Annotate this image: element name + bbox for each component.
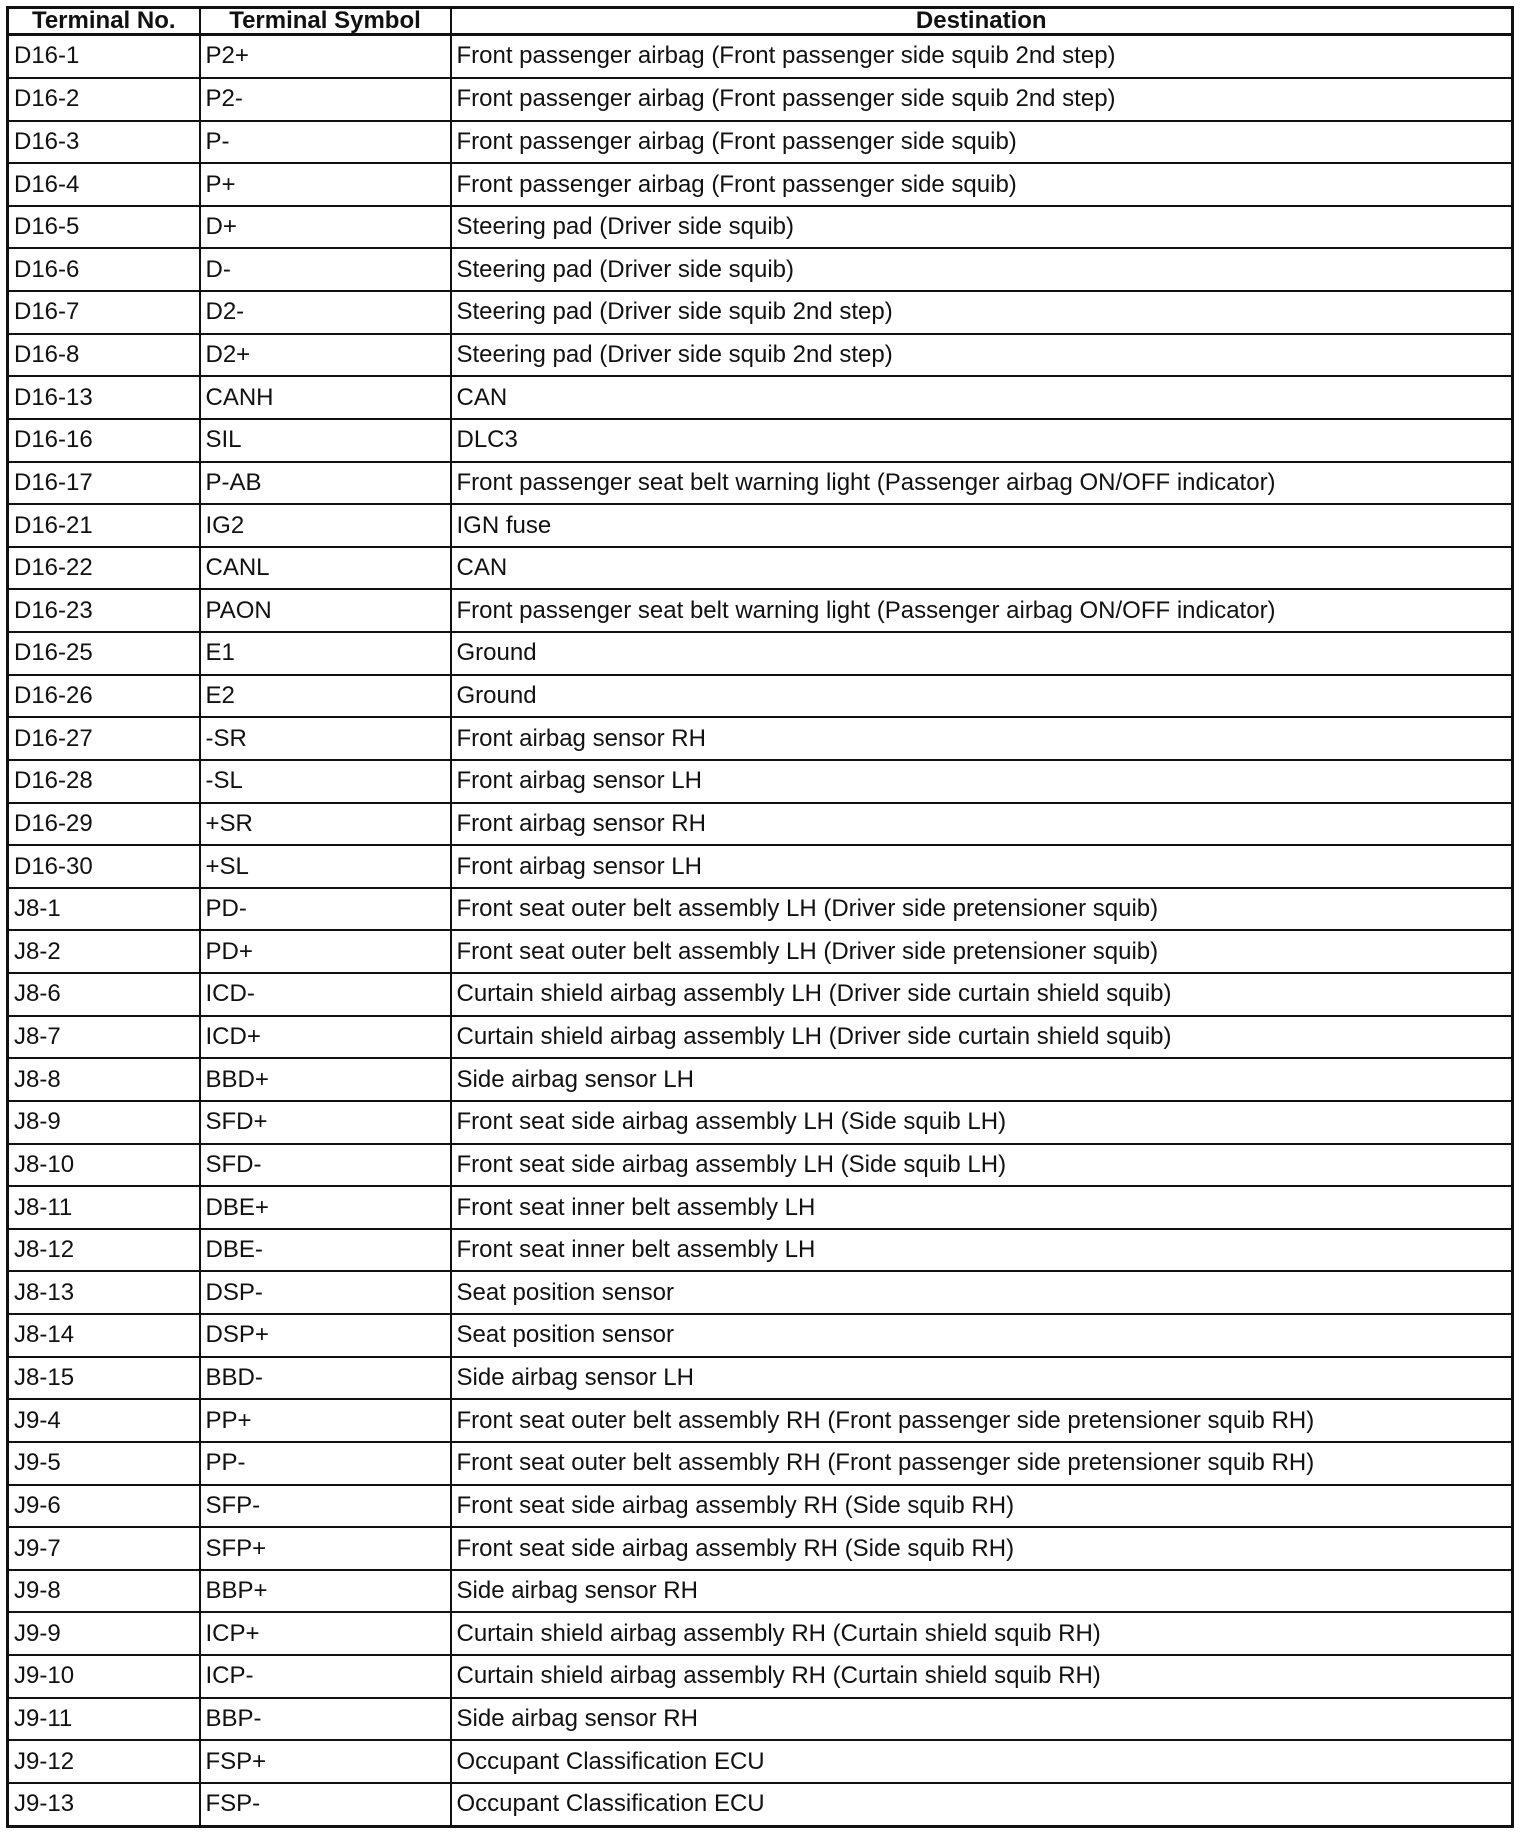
cell-destination: Front seat side airbag assembly RH (Side squib RH)	[451, 1485, 1513, 1528]
table-row	[8, 291, 1513, 334]
cell-destination: Front passenger airbag (Front passenger side squib)	[451, 121, 1513, 164]
table-row	[8, 1485, 1513, 1528]
cell-destination: Front seat inner belt assembly LH	[451, 1229, 1513, 1272]
cell-terminal-symbol: PP+	[200, 1399, 451, 1442]
cell-destination: IGN fuse	[451, 504, 1513, 547]
cell-destination: Front airbag sensor RH	[451, 803, 1513, 846]
cell-destination: Front airbag sensor RH	[451, 717, 1513, 760]
cell-destination: Steering pad (Driver side squib)	[451, 248, 1513, 291]
cell-terminal-no: D16-25	[8, 632, 200, 675]
cell-destination: Front passenger airbag (Front passenger side squib 2nd step)	[451, 35, 1513, 78]
cell-terminal-no: J9-5	[8, 1442, 200, 1485]
cell-terminal-symbol: E1	[200, 632, 451, 675]
cell-destination: Front seat outer belt assembly RH (Front passenger side pretensioner squib RH)	[451, 1442, 1513, 1485]
cell-terminal-symbol: D-	[200, 248, 451, 291]
table-row	[8, 1101, 1513, 1144]
cell-terminal-no: D16-13	[8, 376, 200, 419]
table-row	[8, 1740, 1513, 1783]
cell-destination: Front seat side airbag assembly RH (Side squib RH)	[451, 1527, 1513, 1570]
table-row	[8, 334, 1513, 377]
cell-terminal-symbol: DBE+	[200, 1186, 451, 1229]
table-row	[8, 248, 1513, 291]
table-row	[8, 163, 1513, 206]
cell-terminal-symbol: BBP+	[200, 1570, 451, 1613]
table-row	[8, 1357, 1513, 1400]
cell-destination: Steering pad (Driver side squib)	[451, 206, 1513, 249]
cell-terminal-no: J8-2	[8, 930, 200, 973]
table-row	[8, 78, 1513, 121]
cell-terminal-no: J8-1	[8, 888, 200, 931]
table-row	[8, 1314, 1513, 1357]
cell-terminal-no: D16-16	[8, 419, 200, 462]
cell-terminal-no: D16-21	[8, 504, 200, 547]
cell-destination: Front seat inner belt assembly LH	[451, 1186, 1513, 1229]
cell-terminal-symbol: ICP-	[200, 1655, 451, 1698]
cell-terminal-no: J9-10	[8, 1655, 200, 1698]
table-row	[8, 1698, 1513, 1741]
cell-terminal-symbol: CANH	[200, 376, 451, 419]
cell-destination: Curtain shield airbag assembly LH (Driver side curtain shield squib)	[451, 1016, 1513, 1059]
cell-terminal-symbol: -SL	[200, 760, 451, 803]
table-row	[8, 1186, 1513, 1229]
header-terminal-no: Terminal No.	[8, 8, 200, 35]
cell-destination: Front airbag sensor LH	[451, 845, 1513, 888]
table-row	[8, 1527, 1513, 1570]
cell-terminal-no: D16-27	[8, 717, 200, 760]
cell-terminal-no: J9-13	[8, 1783, 200, 1827]
cell-terminal-symbol: BBP-	[200, 1698, 451, 1741]
cell-terminal-symbol: P2+	[200, 35, 451, 78]
table-header	[8, 8, 1513, 35]
cell-terminal-symbol: SFD-	[200, 1144, 451, 1187]
cell-terminal-no: D16-5	[8, 206, 200, 249]
table-row	[8, 1058, 1513, 1101]
cell-terminal-no: J9-7	[8, 1527, 200, 1570]
cell-terminal-symbol: D2+	[200, 334, 451, 377]
cell-terminal-symbol: DBE-	[200, 1229, 451, 1272]
cell-destination: Front passenger airbag (Front passenger side squib)	[451, 163, 1513, 206]
cell-terminal-symbol: ICP+	[200, 1612, 451, 1655]
header-row	[8, 8, 1513, 35]
cell-terminal-no: J8-12	[8, 1229, 200, 1272]
cell-destination: Curtain shield airbag assembly RH (Curtain shield squib RH)	[451, 1655, 1513, 1698]
cell-terminal-no: J9-8	[8, 1570, 200, 1613]
cell-destination: Front airbag sensor LH	[451, 760, 1513, 803]
cell-destination: Seat position sensor	[451, 1314, 1513, 1357]
cell-destination: Side airbag sensor RH	[451, 1698, 1513, 1741]
table-row	[8, 632, 1513, 675]
table-row	[8, 973, 1513, 1016]
cell-terminal-symbol: PAON	[200, 589, 451, 632]
cell-destination: Steering pad (Driver side squib 2nd step)	[451, 291, 1513, 334]
cell-terminal-symbol: SFD+	[200, 1101, 451, 1144]
cell-destination: Front passenger seat belt warning light (Passenger airbag ON/OFF indicator)	[451, 462, 1513, 505]
cell-destination: Curtain shield airbag assembly RH (Curtain shield squib RH)	[451, 1612, 1513, 1655]
table-row	[8, 1229, 1513, 1272]
cell-destination: Side airbag sensor RH	[451, 1570, 1513, 1613]
cell-destination: Ground	[451, 675, 1513, 718]
cell-terminal-symbol: E2	[200, 675, 451, 718]
terminal-table	[6, 6, 1514, 1828]
cell-destination: Curtain shield airbag assembly LH (Driver side curtain shield squib)	[451, 973, 1513, 1016]
cell-terminal-no: D16-8	[8, 334, 200, 377]
cell-terminal-symbol: -SR	[200, 717, 451, 760]
table-row	[8, 1783, 1513, 1827]
cell-terminal-no: J8-8	[8, 1058, 200, 1101]
table-row	[8, 1144, 1513, 1187]
cell-terminal-no: D16-23	[8, 589, 200, 632]
cell-terminal-symbol: P-	[200, 121, 451, 164]
table-row	[8, 1016, 1513, 1059]
table-row	[8, 803, 1513, 846]
cell-terminal-no: D16-2	[8, 78, 200, 121]
table-row	[8, 717, 1513, 760]
table-row	[8, 888, 1513, 931]
cell-terminal-no: D16-3	[8, 121, 200, 164]
cell-terminal-symbol: BBD+	[200, 1058, 451, 1101]
cell-terminal-no: J8-14	[8, 1314, 200, 1357]
table-row	[8, 1570, 1513, 1613]
cell-terminal-symbol: IG2	[200, 504, 451, 547]
cell-terminal-symbol: CANL	[200, 547, 451, 590]
table-row	[8, 547, 1513, 590]
table-row	[8, 376, 1513, 419]
table-row	[8, 845, 1513, 888]
cell-destination: Front seat outer belt assembly LH (Driver side pretensioner squib)	[451, 888, 1513, 931]
cell-destination: Occupant Classification ECU	[451, 1783, 1513, 1827]
cell-terminal-no: J9-11	[8, 1698, 200, 1741]
cell-terminal-symbol: PD-	[200, 888, 451, 931]
cell-terminal-no: D16-6	[8, 248, 200, 291]
table-row	[8, 35, 1513, 78]
cell-terminal-no: J9-6	[8, 1485, 200, 1528]
table-row	[8, 206, 1513, 249]
cell-terminal-no: D16-17	[8, 462, 200, 505]
cell-terminal-no: D16-28	[8, 760, 200, 803]
cell-terminal-no: D16-7	[8, 291, 200, 334]
table-row	[8, 760, 1513, 803]
cell-destination: Steering pad (Driver side squib 2nd step)	[451, 334, 1513, 377]
cell-terminal-symbol: PD+	[200, 930, 451, 973]
table-row	[8, 675, 1513, 718]
table-row	[8, 1655, 1513, 1698]
cell-terminal-no: D16-26	[8, 675, 200, 718]
cell-terminal-symbol: ICD-	[200, 973, 451, 1016]
cell-terminal-no: D16-22	[8, 547, 200, 590]
cell-terminal-no: D16-29	[8, 803, 200, 846]
cell-destination: Front seat outer belt assembly LH (Driver side pretensioner squib)	[451, 930, 1513, 973]
table-row	[8, 1442, 1513, 1485]
cell-terminal-no: J9-9	[8, 1612, 200, 1655]
cell-terminal-symbol: ICD+	[200, 1016, 451, 1059]
cell-terminal-symbol: D2-	[200, 291, 451, 334]
table-row	[8, 1399, 1513, 1442]
cell-terminal-no: J8-7	[8, 1016, 200, 1059]
table-row	[8, 1271, 1513, 1314]
table-row	[8, 419, 1513, 462]
table-row	[8, 589, 1513, 632]
table-row	[8, 1612, 1513, 1655]
cell-terminal-symbol: P2-	[200, 78, 451, 121]
cell-terminal-no: J9-4	[8, 1399, 200, 1442]
cell-terminal-no: D16-30	[8, 845, 200, 888]
cell-destination: Front seat outer belt assembly RH (Front passenger side pretensioner squib RH)	[451, 1399, 1513, 1442]
cell-destination: Front passenger airbag (Front passenger side squib 2nd step)	[451, 78, 1513, 121]
cell-terminal-symbol: PP-	[200, 1442, 451, 1485]
header-destination: Destination	[451, 8, 1513, 35]
cell-terminal-no: J8-11	[8, 1186, 200, 1229]
cell-terminal-symbol: P-AB	[200, 462, 451, 505]
cell-destination: DLC3	[451, 419, 1513, 462]
cell-destination: Front seat side airbag assembly LH (Side squib LH)	[451, 1144, 1513, 1187]
table-row	[8, 930, 1513, 973]
cell-destination: Side airbag sensor LH	[451, 1058, 1513, 1101]
cell-destination: CAN	[451, 547, 1513, 590]
header-terminal-symbol: Terminal Symbol	[200, 8, 451, 35]
cell-terminal-symbol: SIL	[200, 419, 451, 462]
cell-terminal-no: D16-1	[8, 35, 200, 78]
cell-terminal-no: J8-9	[8, 1101, 200, 1144]
cell-terminal-no: J8-10	[8, 1144, 200, 1187]
table-row	[8, 121, 1513, 164]
cell-destination: Front passenger seat belt warning light (Passenger airbag ON/OFF indicator)	[451, 589, 1513, 632]
cell-destination: Ground	[451, 632, 1513, 675]
cell-terminal-symbol: SFP+	[200, 1527, 451, 1570]
cell-terminal-symbol: DSP-	[200, 1271, 451, 1314]
cell-destination: Occupant Classification ECU	[451, 1740, 1513, 1783]
cell-terminal-symbol: FSP-	[200, 1783, 451, 1827]
cell-destination: Seat position sensor	[451, 1271, 1513, 1314]
cell-terminal-symbol: SFP-	[200, 1485, 451, 1528]
cell-terminal-symbol: FSP+	[200, 1740, 451, 1783]
table-body	[8, 35, 1513, 1827]
cell-terminal-symbol: P+	[200, 163, 451, 206]
cell-terminal-symbol: +SL	[200, 845, 451, 888]
cell-terminal-symbol: BBD-	[200, 1357, 451, 1400]
cell-terminal-symbol: DSP+	[200, 1314, 451, 1357]
cell-terminal-no: J8-15	[8, 1357, 200, 1400]
cell-terminal-no: J8-6	[8, 973, 200, 1016]
cell-destination: Side airbag sensor LH	[451, 1357, 1513, 1400]
cell-terminal-no: J8-13	[8, 1271, 200, 1314]
cell-destination: CAN	[451, 376, 1513, 419]
cell-destination: Front seat side airbag assembly LH (Side squib LH)	[451, 1101, 1513, 1144]
cell-terminal-no: D16-4	[8, 163, 200, 206]
cell-terminal-no: J9-12	[8, 1740, 200, 1783]
table-row	[8, 504, 1513, 547]
cell-terminal-symbol: D+	[200, 206, 451, 249]
cell-terminal-symbol: +SR	[200, 803, 451, 846]
table-row	[8, 462, 1513, 505]
